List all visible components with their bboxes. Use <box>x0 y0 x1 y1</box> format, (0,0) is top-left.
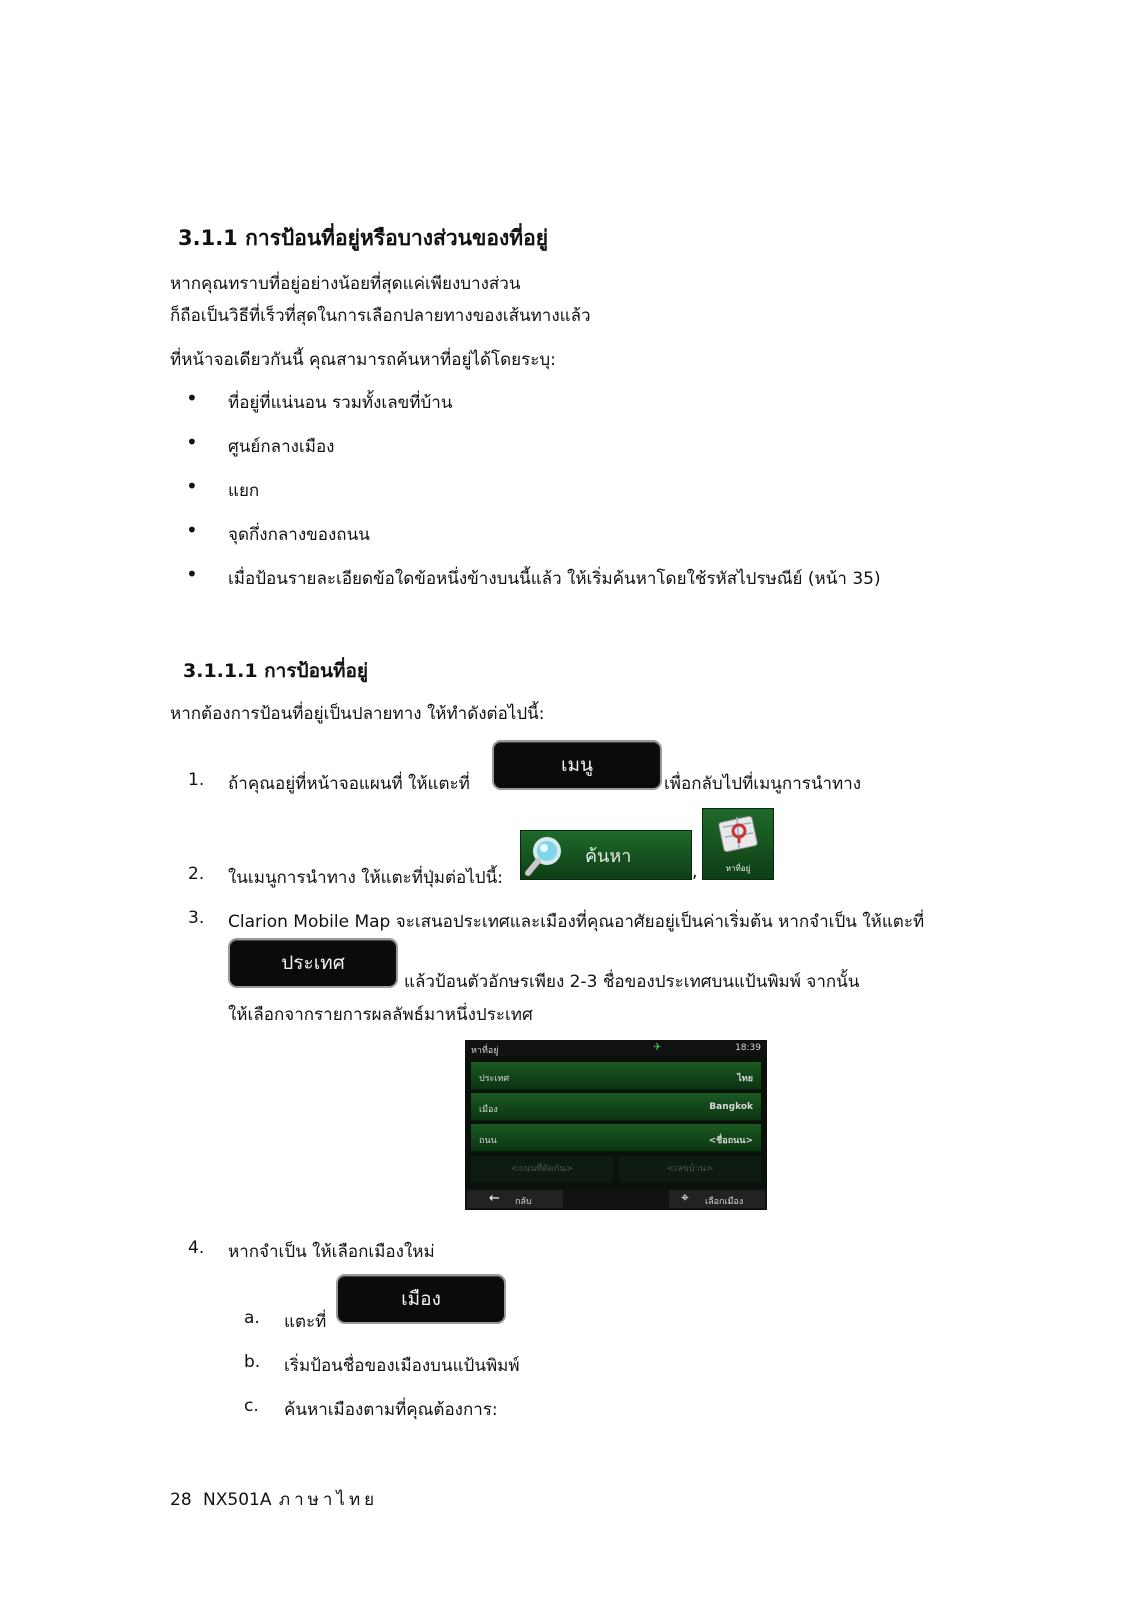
back-arrow-icon: ← <box>489 1191 500 1206</box>
bullet-item: ที่อยู่ที่แน่นอน รวมทั้งเลขที่บ้าน <box>228 393 453 413</box>
substep-letter: c. <box>244 1396 259 1416</box>
step4-text: หากจำเป็น ให้เลือกเมืองใหม่ <box>228 1242 435 1262</box>
back-button-label: กลับ <box>515 1197 532 1207</box>
back-button[interactable] <box>467 1190 563 1208</box>
bullet-dot: • <box>186 386 198 410</box>
house-number-field: <เลขบ้าน> <box>619 1156 761 1182</box>
step1-text-after: เพื่อกลับไปที่เมนูการนำทาง <box>664 774 862 794</box>
intersection-field: <ถนนที่ตัดกัน> <box>471 1156 613 1182</box>
bullet-item: เมื่อป้อนรายละเอียดข้อใดข้อหนึ่งข้างบนนี้แล้ว ให้เริ่มค้นหาโดยใช้รหัสไปรษณีย์ (หน้า 35) <box>228 569 881 589</box>
page-footer <box>170 1486 378 1513</box>
language-label: ภาษาไทย <box>278 1490 379 1510</box>
substep-a-text: แตะที่ <box>284 1312 327 1332</box>
step3-line1: Clarion Mobile Map จะเสนอประเทศและเมืองที่คุณอาศัยอยู่เป็นค่าเริ่มต้น หากจำเป็น ให้แตะที่ <box>228 912 925 932</box>
bullet-dot: • <box>186 474 198 498</box>
row-label: ถนน <box>479 1136 497 1146</box>
row-label: เมือง <box>479 1105 498 1115</box>
map-pin-icon <box>703 809 773 863</box>
bullet-dot: • <box>186 518 198 542</box>
step-number: 3. <box>188 908 205 928</box>
step-number: 2. <box>188 864 205 884</box>
row-label: ประเทศ <box>479 1074 510 1084</box>
select-city-button[interactable] <box>669 1190 765 1208</box>
bullet-dot: • <box>186 562 198 586</box>
city-button[interactable]: เมือง <box>336 1274 506 1324</box>
step-number: 4. <box>188 1238 205 1258</box>
substep-letter: b. <box>244 1352 261 1372</box>
street-row[interactable] <box>471 1124 761 1152</box>
substep-b-text: เริ่มป้อนชื่อของเมืองบนแป้นพิมพ์ <box>284 1356 520 1376</box>
search-button[interactable] <box>520 830 692 880</box>
menu-button[interactable]: เมนู <box>492 740 662 790</box>
crosshair-icon: ⌖ <box>681 1190 689 1206</box>
bullet-item: ศูนย์กลางเมือง <box>228 437 335 457</box>
row-value: <ชื่อถนน> <box>708 1136 753 1146</box>
bullet-item: แยก <box>228 481 260 501</box>
bullet-dot: • <box>186 430 198 454</box>
screenshot-title: หาที่อยู่ <box>471 1046 499 1056</box>
find-address-screenshot <box>465 1040 767 1210</box>
substep-c-text: ค้นหาเมืองตามที่คุณต้องการ: <box>284 1400 498 1420</box>
page-number: 28 <box>170 1490 192 1510</box>
screenshot-bottom-bar <box>465 1188 767 1210</box>
intro-line-3: ที่หน้าจอเดียวกันนี้ คุณสามารถค้นหาที่อยู่ได้โดยระบุ: <box>170 350 556 370</box>
model-name: NX501A <box>203 1490 272 1510</box>
country-row[interactable] <box>471 1062 761 1090</box>
separator-comma: , <box>692 862 698 882</box>
magnifier-icon <box>521 832 577 878</box>
screenshot-time: 18:39 <box>735 1043 761 1053</box>
find-address-button[interactable] <box>702 808 774 880</box>
row-value: ไทย <box>737 1074 753 1084</box>
country-button[interactable]: ประเทศ <box>228 938 398 988</box>
find-address-label: หาที่อยู่ <box>725 864 751 873</box>
step3-line2: แล้วป้อนตัวอักษรเพียง 2-3 ชื่อของประเทศบนแป้นพิมพ์ จากนั้น <box>404 972 860 992</box>
gps-icon: ✈ <box>653 1042 662 1053</box>
section-heading: 3.1.1 การป้อนที่อยู่หรือบางส่วนของที่อยู่ <box>178 226 549 250</box>
row-value: Bangkok <box>709 1102 753 1112</box>
screenshot-title-bar <box>465 1040 767 1056</box>
city-row[interactable] <box>471 1093 761 1121</box>
step3-line3: ให้เลือกจากรายการผลลัพธ์มาหนึ่งประเทศ <box>228 1005 533 1025</box>
step2-text: ในเมนูการนำทาง ให้แตะที่ปุ่มต่อไปนี้: <box>228 868 503 888</box>
subsection-intro: หากต้องการป้อนที่อยู่เป็นปลายทาง ให้ทำดังต่อไปนี้: <box>170 704 545 724</box>
bullet-item: จุดกึ่งกลางของถนน <box>228 525 370 545</box>
subsection-heading: 3.1.1.1 การป้อนที่อยู่ <box>183 660 369 682</box>
search-button-label: ค้นหา <box>585 845 632 867</box>
step-number: 1. <box>188 770 205 790</box>
select-city-label: เลือกเมือง <box>705 1197 744 1207</box>
substep-letter: a. <box>244 1308 260 1328</box>
step1-text: ถ้าคุณอยู่ที่หน้าจอแผนที่ ให้แตะที่ <box>228 774 470 794</box>
intro-line-2: ก็ถือเป็นวิธีที่เร็วที่สุดในการเลือกปลายทางของเส้นทางแล้ว <box>170 306 591 326</box>
intro-line-1: หากคุณทราบที่อยู่อย่างน้อยที่สุดแค่เพียงบางส่วน <box>170 274 521 294</box>
